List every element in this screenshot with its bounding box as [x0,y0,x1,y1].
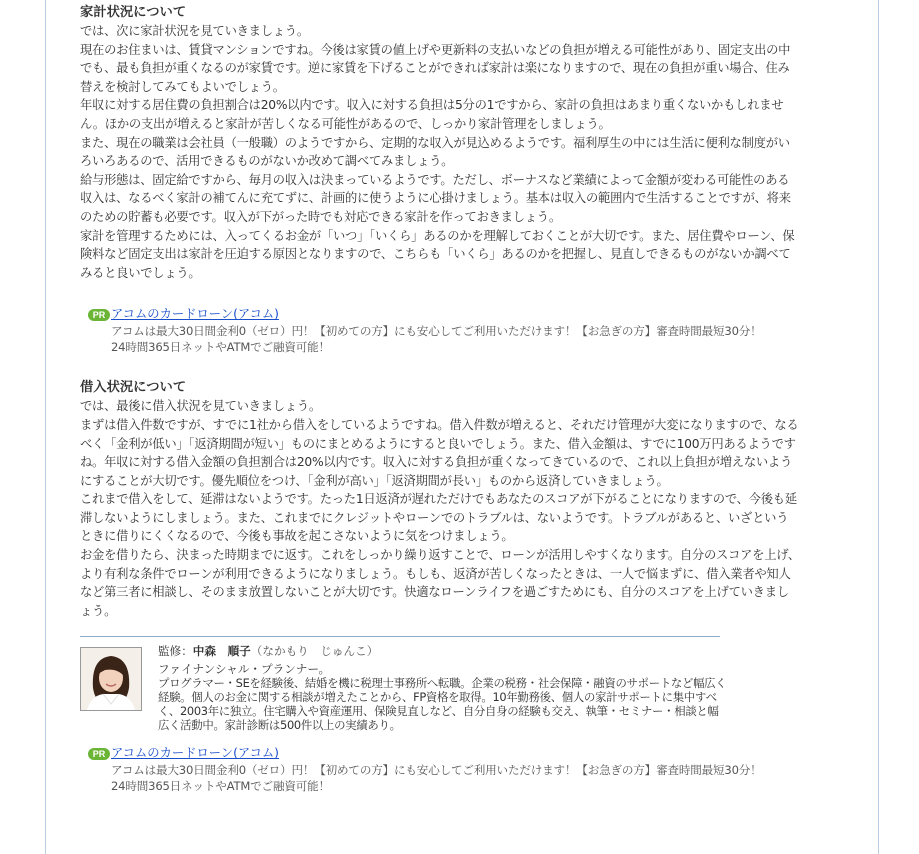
ad-link[interactable]: アコムのカードローン(アコム) [111,746,279,761]
supervisor-photo [80,647,142,711]
household-paragraph: 家計を管理するためには、入ってくるお金が「いつ」「いくら」あるのかを理解しておくことが大切です。また、居住費やローン、保険料など固定支出は家計を圧迫する原因となりますので、こちらも「いくら」あるのかを把握し、見直しできるものがないか調べてみると良いでしょう。 [80,228,795,280]
borrowing-section [80,379,800,620]
ad-description: アコムは最大30日間金利0（ゼロ）円！【初めての方】にも安心してご利用いただけます！【お急ぎの方】審査時間最短30分！24時間365日ネットやATMでご融資可能！ [111,324,762,355]
household-section [80,4,800,282]
supervisor-kana: （なかもり じゅんこ） [250,644,379,659]
borrowing-paragraph: お金を借りたら、決まった時期までに返す。これをしっかり繰り返すことで、ローンが活用しやすくなります。自分のスコアを上げ、より有利な条件でローンが利用できるようになりましょう。もしも、返済が苦しくなったときは、一人で悩まずに、借入業者や知人など第三者に相談し、そのまま放置しないことが大切です。快適なローンライフを過ごすためにも、自分のスコアを上げていきましょう。 [80,548,800,618]
pr-badge-icon: PR [88,748,110,760]
supervisor-heading [158,643,728,660]
supervisor-label: 監修： [158,644,193,659]
household-paragraph: 現在のお住まいは、賃貸マンションですね。今後は家賃の値上げや更新料の支払いなどの負担が増える可能性があり、固定支出の中でも、最も負担が重くなるのが家賃です。逆に家賃を下げることができれば家計は楽になりますので、現在の負担が重い場合、住み替えを検討してみてもよいでしょう。 [80,42,791,94]
ad-link[interactable]: アコムのカードローン(アコム) [111,307,279,322]
supervisor-section [80,636,800,737]
supervisor-profile [80,637,800,737]
ad-description: アコムは最大30日間金利0（ゼロ）円！【初めての方】にも安心してご利用いただけます！【お急ぎの方】審査時間最短30分！24時間365日ネットやATMでご融資可能！ [111,763,762,794]
pr-badge-icon: PR [88,309,110,321]
supervisor-title: ファイナンシャル・プランナー。 [158,662,331,677]
supervisor-info [158,643,728,732]
household-paragraph: 給与形態は、固定給ですから、毎月の収入は決まっているようです。ただし、ボーナスなど業績によって金額が変わる可能性のある収入は、なるべく家計の補てんに充てずに、計画的に使うように心掛けましょう。基本は収入の範囲内で生活することですが、将来のための貯蓄も必要です。収入が下がった時でも対応できる家計を作っておきましょう。 [80,172,791,224]
borrowing-paragraph: では、最後に借入状況を見ていきましょう。 [80,399,321,414]
pr-ad-1 [88,306,788,355]
pr-ad-2 [88,745,788,794]
household-title: 家計状況について [80,5,187,20]
borrowing-title: 借入状況について [80,380,187,396]
article-content [80,4,800,794]
household-paragraph: 年収に対する居住費の負担割合は20%以内です。収入に対する負担は5分の1ですから、家計の負担はあまり重くないかもしれません。ほかの支出が増えると家計が苦しくなる可能性があるので、しっかり家計管理をしましょう。 [80,98,784,131]
household-paragraph: では、次に家計状況を見ていきましょう。 [80,24,309,38]
household-paragraph: また、現在の職業は会社員（一般職）のようですから、定期的な収入が見込めるようです。福利厚生の中には生活に便利な制度がいろいろあるので、活用できるものがないか改めて調べてみましょう。 [80,135,790,169]
borrowing-paragraph: まずは借入件数ですが、すでに1社から借入をしているようですね。借入件数が増えると、それだけ管理が大変になりますので、なるべく「金利が低い」「返済期間が短い」ものにまとめるようにすると良いでしょう。また、借入金額は、すでに100万円あるようですね。年収に対する借入金額の負担割合は20%以内です。収入に対する負担が重くなってきているので、これ以上負担が増えないようにすることが大切です。優先順位をつけ、「金利が高い」「返済期間が長い」ものから返済していきましょう。 [80,417,799,488]
borrowing-paragraph: これまで借入をして、延滞はないようです。たった1日返済が遅れただけでもあなたのスコアが下がることになりますので、今後も延滞しないようにしましょう。また、これまでにクレジットやローンでのトラブルは、ないようです。トラブルがあると、いざというときに借りにくくなるので、今後も事故を起こさないように気をつけましょう。 [80,492,797,544]
supervisor-name: 中森 順子 [192,644,251,659]
supervisor-bio: プログラマー・SEを経験後、結婚を機に税理士事務所へ転職。企業の税務・社会保障・融資のサポートなど幅広く経験。個人のお金に関する相談が増えたことから、FP資格を取得。10年勤務後、個人の家計サポートに集中すべく、2003年に独立。住宅購入や資産運用、保険見直しなど、自分自身の経験も交え、執筆・セミナー・相談と幅広く活動中。家計診断は500件以上の実績あり。 [158,676,727,733]
